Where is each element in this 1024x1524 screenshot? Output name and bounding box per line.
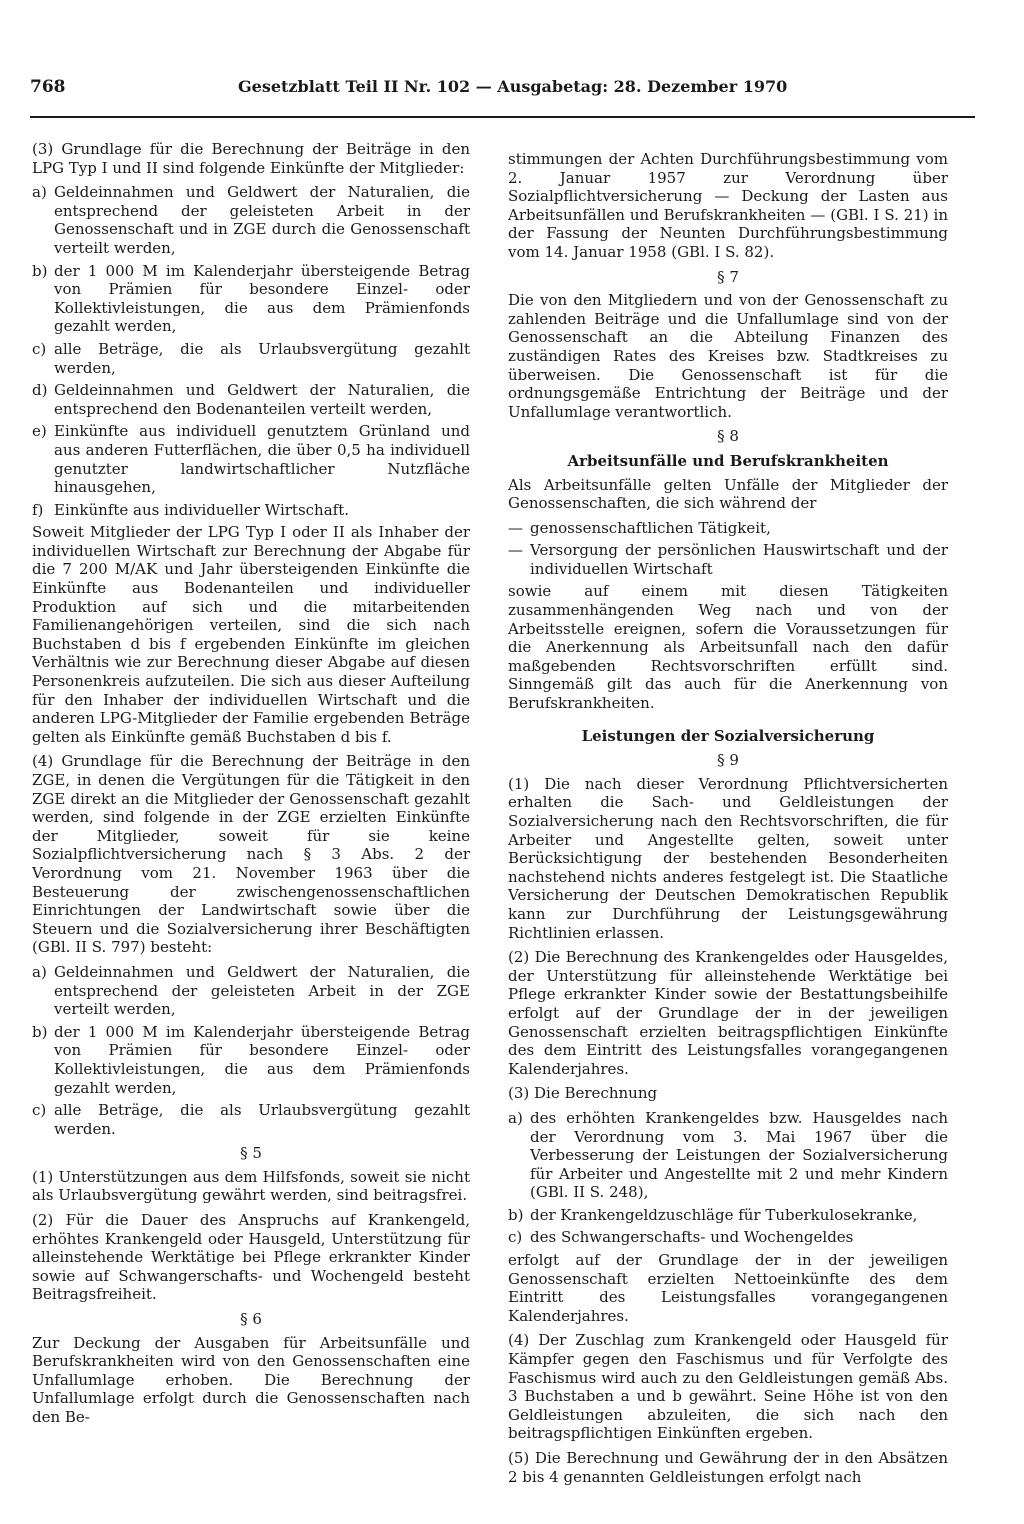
list-item: [32, 183, 470, 257]
list-letter: b): [32, 1022, 48, 1041]
section-9-paragraph-3-outro: erfolgt auf der Grundlage der in der jeweiligen Genossenschaft erzielten Nettoeinkünfte des dem Eintritt des Leistungsfalles vorangegangenen Kalenderjahres.: [508, 1251, 948, 1325]
list-letter: a): [32, 962, 47, 981]
list-text: der 1 000 M im Kalenderjahr übersteigende Betrag von Prämien für besondere Einzel- oder Kollektivleistungen, die aus dem Prämienfonds gezahlt werden,: [54, 1022, 470, 1097]
right-column: [508, 150, 948, 1520]
list-text: Geldeinnahmen und Geldwert der Naturalien, die entsprechend der geleisteten Arbeit in der ZGE verteilt werden,: [54, 962, 470, 1019]
list-item: [508, 541, 948, 578]
list-item: [32, 381, 470, 418]
list-item: [32, 501, 470, 520]
list-text: des Schwangerschafts- und Wochengeldes: [530, 1228, 854, 1247]
section-8-list: [508, 519, 948, 579]
list-text: Einkünfte aus individuell genutztem Grünland und aus anderen Futterflächen, die über 0,5 ha individuell genutzter landwirtschaftlicher Nutzfläche hinausgehen,: [54, 422, 470, 497]
list-letter: c): [32, 1101, 47, 1120]
list-dash: —: [508, 518, 523, 537]
section-5-heading: § 5: [240, 1144, 262, 1163]
paragraph-4-intro: (4) Grundlage für die Berechnung der Beiträge in den ZGE, in denen die Vergütungen für die Tätigkeit in den ZGE direkt an die Mitglieder der Genossenschaft gezahlt werden, sind folgende in der ZGE erzielten Einkünfte der Mitglieder, soweit für sie keine Sozialpflichtversicherung nach § 3 Abs. 2 der Verordnung vom 21. November 1963 über die Besteuerung der zwischengenossenschaftlichen Einrichtungen der Landwirtschaft sowie über die Steuern und die Sozialversicherung ihrer Beschäftigten (GBl. II S. 797) besteht:: [32, 752, 470, 957]
section-8-heading: § 8: [717, 427, 739, 446]
paragraph-3-soweit: Soweit Mitglieder der LPG Typ I oder II als Inhaber der individuellen Wirtschaft zur Berechnung der Abgabe für die 7 200 M/AK und Jahr übersteigenden Einkünfte die Einkünfte aus Bodenanteilen und individueller Produktion auf sich und die mitarbeitenden Familienangehörigen verteilen, sind die sich nach Buchstaben d bis f ergebenden Einkünfte im gleichen Verhältnis wie zur Berechnung dieser Abgabe auf diesen Personenkreis aufzuteilen. Die sich aus dieser Aufteilung für den Inhaber der individuellen Wirtschaft und die anderen LPG-Mitglieder der Familie ergebenden Beträge gelten als Einkünfte gemäß Buchstaben d bis f.: [32, 523, 470, 746]
left-column: [32, 140, 470, 1520]
list-letter: a): [32, 183, 47, 202]
social-insurance-title: Leistungen der Sozialversicherung: [581, 726, 875, 745]
section-9-paragraph-4: (4) Der Zuschlag zum Krankengeld oder Hausgeld für Kämpfer gegen den Faschismus und für Verfolgte des Faschismus wird auch zu den Geldleistungen gemäß Abs. 3 Buchstaben a und b gewährt. Seine Höhe ist von den Geldleistungen abzuleiten, die sich nach den beitragspflichtigen Einkünften ergeben.: [508, 1331, 948, 1443]
gazette-title: Gesetzblatt Teil II Nr. 102 — Ausgabetag: 28. Dezember 1970: [238, 77, 788, 96]
section-9-paragraph-3-intro: (3) Die Berechnung: [508, 1084, 658, 1103]
list-text: der Krankengeldzuschläge für Tuberkulosekranke,: [530, 1205, 918, 1224]
list-letter: b): [508, 1205, 524, 1224]
section-9-paragraph-2: (2) Die Berechnung des Krankengeldes oder Hausgeldes, der Unterstützung für alleinstehende Werktätige bei Pflege erkrankter Kinder sowie der Bestattungsbeihilfe erfolgt auf der Grundlage der in der jeweiligen Genossenschaft erzielten beitragspflichtigen Einkünfte des dem Eintritt des Leistungsfalles vorangegangenen Kalenderjahres.: [508, 948, 948, 1078]
list-text: Einkünfte aus individueller Wirtschaft.: [54, 500, 349, 519]
list-letter: a): [508, 1108, 523, 1127]
section-7-heading: § 7: [717, 267, 739, 286]
list-text: alle Beträge, die als Urlaubsvergütung gezahlt werden.: [54, 1101, 470, 1138]
list-item: [508, 1109, 948, 1202]
list-letter: c): [508, 1228, 523, 1247]
section-7-paragraph-1: Die von den Mitgliedern und von der Genossenschaft zu zahlenden Beiträge und die Unfallumlage sind von der Genossenschaft an die Abteilung Finanzen des zuständigen Rates des Kreises bzw. Stadtkreises zu überweisen. Die Genossenschaft ist für die ordnungsgemäße Entrichtung der Beiträge und der Unfallumlage verantwortlich.: [508, 291, 948, 421]
list-text: alle Beträge, die als Urlaubsvergütung gezahlt werden,: [54, 339, 470, 377]
list-text: der 1 000 M im Kalenderjahr übersteigende Betrag von Prämien für besondere Einzel- oder Kollektivleistungen, die aus dem Prämienfonds gezahlt werden,: [54, 261, 470, 336]
list-letter: f): [32, 500, 44, 519]
list-item: [32, 422, 470, 496]
list-item: [32, 262, 470, 336]
section-8-title: Arbeitsunfälle und Berufskrankheiten: [567, 451, 889, 470]
section-8-outro: sowie auf einem mit diesen Tätigkeiten zusammenhängenden Weg nach und von der Arbeitsstelle ereignen, sofern die Voraussetzungen für die Anerkennung als Arbeitsunfall nach den dafür maßgebenden Rechtsvorschriften erfüllt sind. Sinngemäß gilt das auch für die Anerkennung von Berufskrankheiten.: [508, 582, 948, 713]
section-6-paragraph-1: Zur Deckung der Ausgaben für Arbeitsunfälle und Berufskrankheiten wird von den Genossenschaften eine Unfallumlage erhoben. Die Berechnung der Unfallumlage erfolgt durch die Genossenschaften nach den Be-: [32, 1333, 470, 1426]
list-item: [508, 1206, 948, 1225]
list-letter: b): [32, 261, 48, 280]
list-text: des erhöhten Krankengeldes bzw. Hausgeldes nach der Verordnung vom 3. Mai 1967 über die Verbesserung der Leistungen der Sozialversicherung für Arbeiter und Angestellte mit 2 und mehr Kindern (GBl. II S. 248),: [530, 1108, 948, 1202]
paragraph-4-list: [32, 963, 470, 1138]
list-item: [32, 340, 470, 377]
section-9-paragraph-5: (5) Die Berechnung und Gewährung der in den Absätzen 2 bis 4 genannten Geldleistungen erfolgt nach: [508, 1449, 948, 1486]
section-6-heading: § 6: [240, 1310, 262, 1329]
list-letter: c): [32, 339, 47, 358]
list-letter: e): [32, 422, 47, 441]
section-9-list: [508, 1109, 948, 1247]
page-number: 768: [30, 77, 66, 97]
section-9-heading: § 9: [717, 751, 739, 770]
section-5-paragraph-2: (2) Für die Dauer des Anspruchs auf Krankengeld, erhöhtes Krankengeld oder Hausgeld, Unterstützung für alleinstehende Werktätige bei Pflege erkrankter Kinder sowie auf Schwangerschafts- und Wochengeld besteht Beitragsfreiheit.: [32, 1211, 470, 1304]
list-item: [32, 963, 470, 1019]
header-rule: [30, 116, 975, 118]
list-item: [32, 1023, 470, 1097]
page-header: [30, 78, 975, 108]
list-text: Geldeinnahmen und Geldwert der Naturalien, die entsprechend der geleisteten Arbeit in der Genossenschaft und in ZGE durch die Genossenschaft verteilt werden,: [54, 183, 470, 257]
list-text: Versorgung der persönlichen Hauswirtschaft und der individuellen Wirtschaft: [530, 541, 948, 578]
paragraph-3-list: [32, 183, 470, 519]
list-text: genossenschaftlichen Tätigkeit,: [530, 518, 771, 537]
list-item: [32, 1101, 470, 1138]
paragraph-3-intro: (3) Grundlage für die Berechnung der Beiträge in den LPG Typ I und II sind folgende Einkünfte der Mitglieder:: [32, 140, 470, 177]
section-9-paragraph-1: (1) Die nach dieser Verordnung Pflichtversicherten erhalten die Sach- und Geldleistungen der Sozialversicherung nach den Rechtsvorschriften, die für Arbeiter und Angestellte gelten, soweit unter Berücksichtigung der bestehenden Besonderheiten nachstehend nichts anderes festgelegt ist. Die Staatliche Versicherung der Deutschen Demokratischen Republik kann zur Durchführung der Leistungsgewährung Richtlinien erlassen.: [508, 774, 948, 942]
list-letter: d): [32, 381, 48, 400]
list-item: [508, 519, 948, 538]
section-5-paragraph-1: (1) Unterstützungen aus dem Hilfsfonds, soweit sie nicht als Urlaubsvergütung gewährt werden, sind beitragsfrei.: [32, 1167, 470, 1205]
list-dash: —: [508, 541, 523, 560]
continuation-paragraph: stimmungen der Achten Durchführungsbestimmung vom 2. Januar 1957 zur Verordnung über Sozialpflichtversicherung — Deckung der Lasten aus Arbeitsunfällen und Berufskrankheiten — (GBl. I S. 21) in der Fassung der Neunten Durchführungsbestimmung vom 14. Januar 1958 (GBl. I S. 82).: [508, 150, 948, 261]
list-text: Geldeinnahmen und Geldwert der Naturalien, die entsprechend den Bodenanteilen verteilt werden,: [54, 381, 470, 418]
section-8-intro: Als Arbeitsunfälle gelten Unfälle der Mitglieder der Genossenschaften, die sich während der: [508, 475, 948, 513]
list-item: [508, 1228, 948, 1247]
